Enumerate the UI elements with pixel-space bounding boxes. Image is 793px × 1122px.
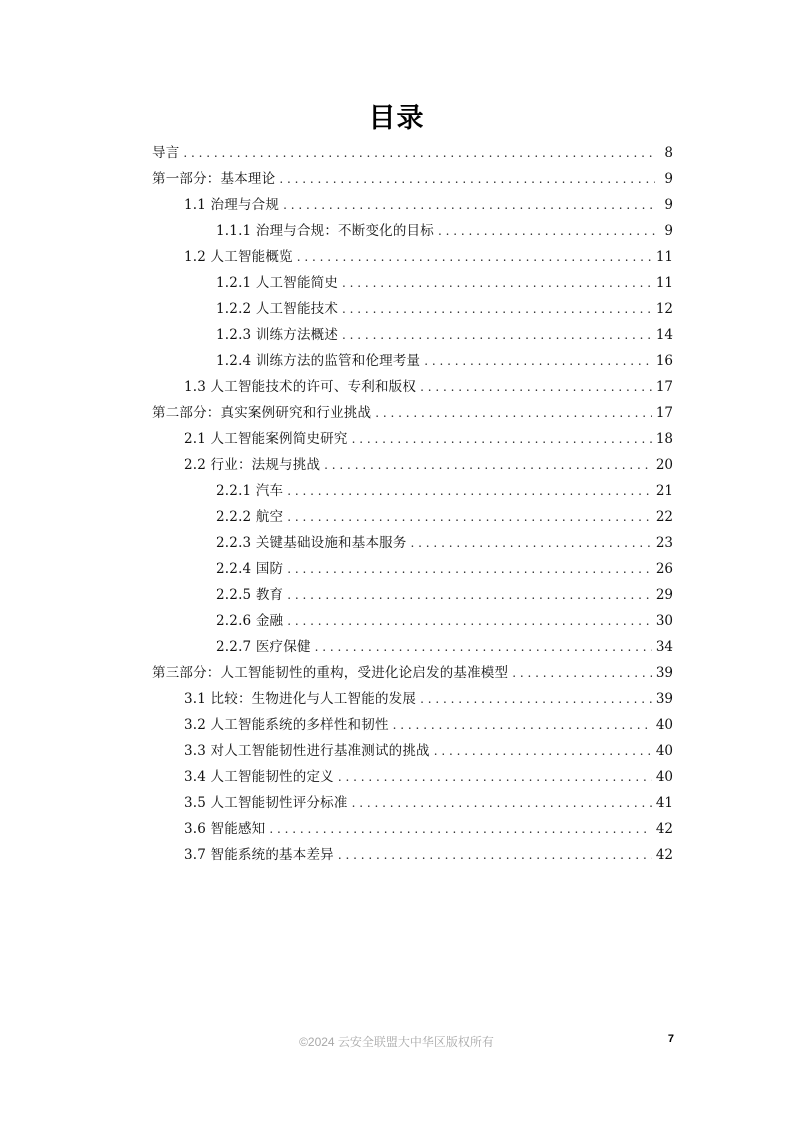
- toc-entry-label: 3.3 对人工智能韧性进行基准测试的挑战: [184, 743, 430, 759]
- toc-entry-page: 12: [655, 301, 673, 317]
- toc-entry-label: 3.1 比较：生物进化与人工智能的发展: [184, 691, 417, 707]
- toc-entry-page: 42: [655, 821, 673, 837]
- toc-entry-label: 第二部分：真实案例研究和行业挑战: [152, 405, 372, 421]
- page-number: 7: [667, 1033, 674, 1045]
- toc-entry-page: 39: [655, 691, 673, 707]
- toc-entry[interactable]: [152, 374, 673, 400]
- page-footer: [0, 1033, 793, 1053]
- toc-entry[interactable]: [152, 478, 673, 504]
- toc-entry[interactable]: [152, 582, 673, 608]
- toc-entry[interactable]: [152, 556, 673, 582]
- toc-entry-label: 1.2.1 人工智能简史: [216, 275, 339, 291]
- toc-entry-page: 11: [655, 249, 673, 265]
- toc-dot-leader: [287, 608, 652, 634]
- toc-entry[interactable]: [152, 452, 673, 478]
- toc-entry[interactable]: [152, 166, 673, 192]
- toc-entry-page: 26: [655, 561, 673, 577]
- toc-entry-page: 34: [655, 639, 673, 655]
- toc-dot-leader: [324, 452, 652, 478]
- toc-entry-page: 9: [664, 197, 673, 213]
- toc-entry-label: 1.3 人工智能技术的许可、专利和版权: [184, 379, 417, 395]
- toc-entry-label: 第一部分：基本理论: [152, 171, 276, 187]
- toc-entry[interactable]: [152, 192, 673, 218]
- toc-entry-page: 22: [655, 509, 673, 525]
- toc-entry[interactable]: [152, 140, 673, 166]
- toc-entry-label: 2.2.1 汽车: [216, 483, 284, 499]
- toc-entry[interactable]: [152, 608, 673, 634]
- toc-entry[interactable]: [152, 296, 673, 322]
- toc-entry-label: 2.1 人工智能案例简史研究: [184, 431, 348, 447]
- toc-entry-page: 8: [664, 145, 673, 161]
- toc-dot-leader: [342, 296, 652, 322]
- toc-dot-leader: [342, 322, 652, 348]
- toc-dot-leader: [338, 842, 652, 868]
- toc-dot-leader: [338, 764, 652, 790]
- toc-entry-label: 1.1.1 治理与合规：不断变化的目标: [216, 223, 434, 239]
- toc-entry-label: 1.1 治理与合规: [184, 197, 280, 213]
- toc-dot-leader: [424, 348, 652, 374]
- toc-entry[interactable]: [152, 426, 673, 452]
- table-of-contents: [152, 140, 673, 868]
- toc-entry-label: 2.2.7 医疗保健: [216, 639, 311, 655]
- toc-entry-label: 1.2.4 训练方法的监管和伦理考量: [216, 353, 421, 369]
- toc-entry-page: 14: [655, 327, 673, 343]
- toc-dot-leader: [283, 192, 655, 218]
- toc-entry-label: 2.2.2 航空: [216, 509, 284, 525]
- toc-entry[interactable]: [152, 842, 673, 868]
- toc-entry-page: 18: [655, 431, 673, 447]
- toc-entry-page: 29: [655, 587, 673, 603]
- toc-entry[interactable]: [152, 400, 673, 426]
- toc-entry[interactable]: [152, 270, 673, 296]
- toc-dot-leader: [315, 634, 652, 660]
- toc-entry[interactable]: [152, 790, 673, 816]
- toc-dot-leader: [269, 816, 651, 842]
- toc-dot-leader: [183, 140, 655, 166]
- toc-entry-page: 11: [655, 275, 673, 291]
- toc-entry-label: 2.2.6 金融: [216, 613, 284, 629]
- toc-entry-page: 9: [664, 223, 673, 239]
- toc-entry[interactable]: [152, 686, 673, 712]
- toc-dot-leader: [411, 530, 652, 556]
- toc-entry-page: 39: [655, 665, 673, 681]
- toc-entry[interactable]: [152, 504, 673, 530]
- toc-entry-page: 40: [655, 769, 673, 785]
- toc-entry-label: 1.2.3 训练方法概述: [216, 327, 339, 343]
- toc-entry[interactable]: [152, 322, 673, 348]
- toc-dot-leader: [375, 400, 652, 426]
- toc-entry[interactable]: [152, 738, 673, 764]
- toc-entry-label: 1.2 人工智能概览: [184, 249, 293, 265]
- toc-entry-page: 17: [655, 405, 673, 421]
- toc-entry-page: 40: [655, 743, 673, 759]
- toc-entry-label: 3.5 人工智能韧性评分标准: [184, 795, 348, 811]
- toc-entry-label: 3.4 人工智能韧性的定义: [184, 769, 334, 785]
- toc-dot-leader: [420, 686, 652, 712]
- toc-entry[interactable]: [152, 348, 673, 374]
- toc-entry-label: 2.2.3 关键基础设施和基本服务: [216, 535, 407, 551]
- toc-entry-page: 21: [655, 483, 673, 499]
- toc-entry-page: 30: [655, 613, 673, 629]
- toc-entry[interactable]: [152, 816, 673, 842]
- toc-dot-leader: [434, 738, 652, 764]
- toc-entry-page: 42: [655, 847, 673, 863]
- toc-entry-label: 2.2.5 教育: [216, 587, 284, 603]
- toc-entry-page: 17: [655, 379, 673, 395]
- toc-entry-label: 3.2 人工智能系统的多样性和韧性: [184, 717, 389, 733]
- toc-dot-leader: [287, 556, 652, 582]
- toc-entry-page: 20: [655, 457, 673, 473]
- toc-dot-leader: [420, 374, 652, 400]
- toc-entry-page: 40: [655, 717, 673, 733]
- toc-entry-label: 1.2.2 人工智能技术: [216, 301, 339, 317]
- toc-entry-label: 3.7 智能系统的基本差异: [184, 847, 334, 863]
- toc-dot-leader: [352, 426, 652, 452]
- toc-entry-page: 9: [664, 171, 673, 187]
- toc-entry-label: 第三部分：人工智能韧性的重构，受进化论启发的基准模型: [152, 665, 509, 681]
- toc-entry[interactable]: [152, 764, 673, 790]
- toc-entry-label: 2.2.4 国防: [216, 561, 284, 577]
- toc-dot-leader: [297, 244, 652, 270]
- toc-entry[interactable]: [152, 530, 673, 556]
- toc-entry-page: 23: [655, 535, 673, 551]
- toc-entry[interactable]: [152, 634, 673, 660]
- toc-dot-leader: [512, 660, 652, 686]
- page-title: 目录: [368, 103, 425, 134]
- toc-entry[interactable]: [152, 218, 673, 244]
- toc-dot-leader: [438, 218, 655, 244]
- toc-entry[interactable]: [152, 660, 673, 686]
- toc-dot-leader: [287, 478, 652, 504]
- toc-entry-page: 41: [655, 795, 673, 811]
- toc-entry-label: 2.2 行业：法规与挑战: [184, 457, 321, 473]
- toc-entry-label: 导言: [152, 145, 180, 161]
- toc-dot-leader: [393, 712, 652, 738]
- toc-entry-label: 3.6 智能感知: [184, 821, 266, 837]
- toc-entry[interactable]: [152, 244, 673, 270]
- toc-dot-leader: [287, 504, 652, 530]
- toc-entry-page: 16: [655, 353, 673, 369]
- toc-dot-leader: [352, 790, 652, 816]
- copyright-notice: ©2024 云安全联盟大中华区版权所有: [299, 1035, 494, 1049]
- toc-dot-leader: [279, 166, 655, 192]
- toc-entry[interactable]: [152, 712, 673, 738]
- toc-dot-leader: [287, 582, 652, 608]
- toc-dot-leader: [342, 270, 652, 296]
